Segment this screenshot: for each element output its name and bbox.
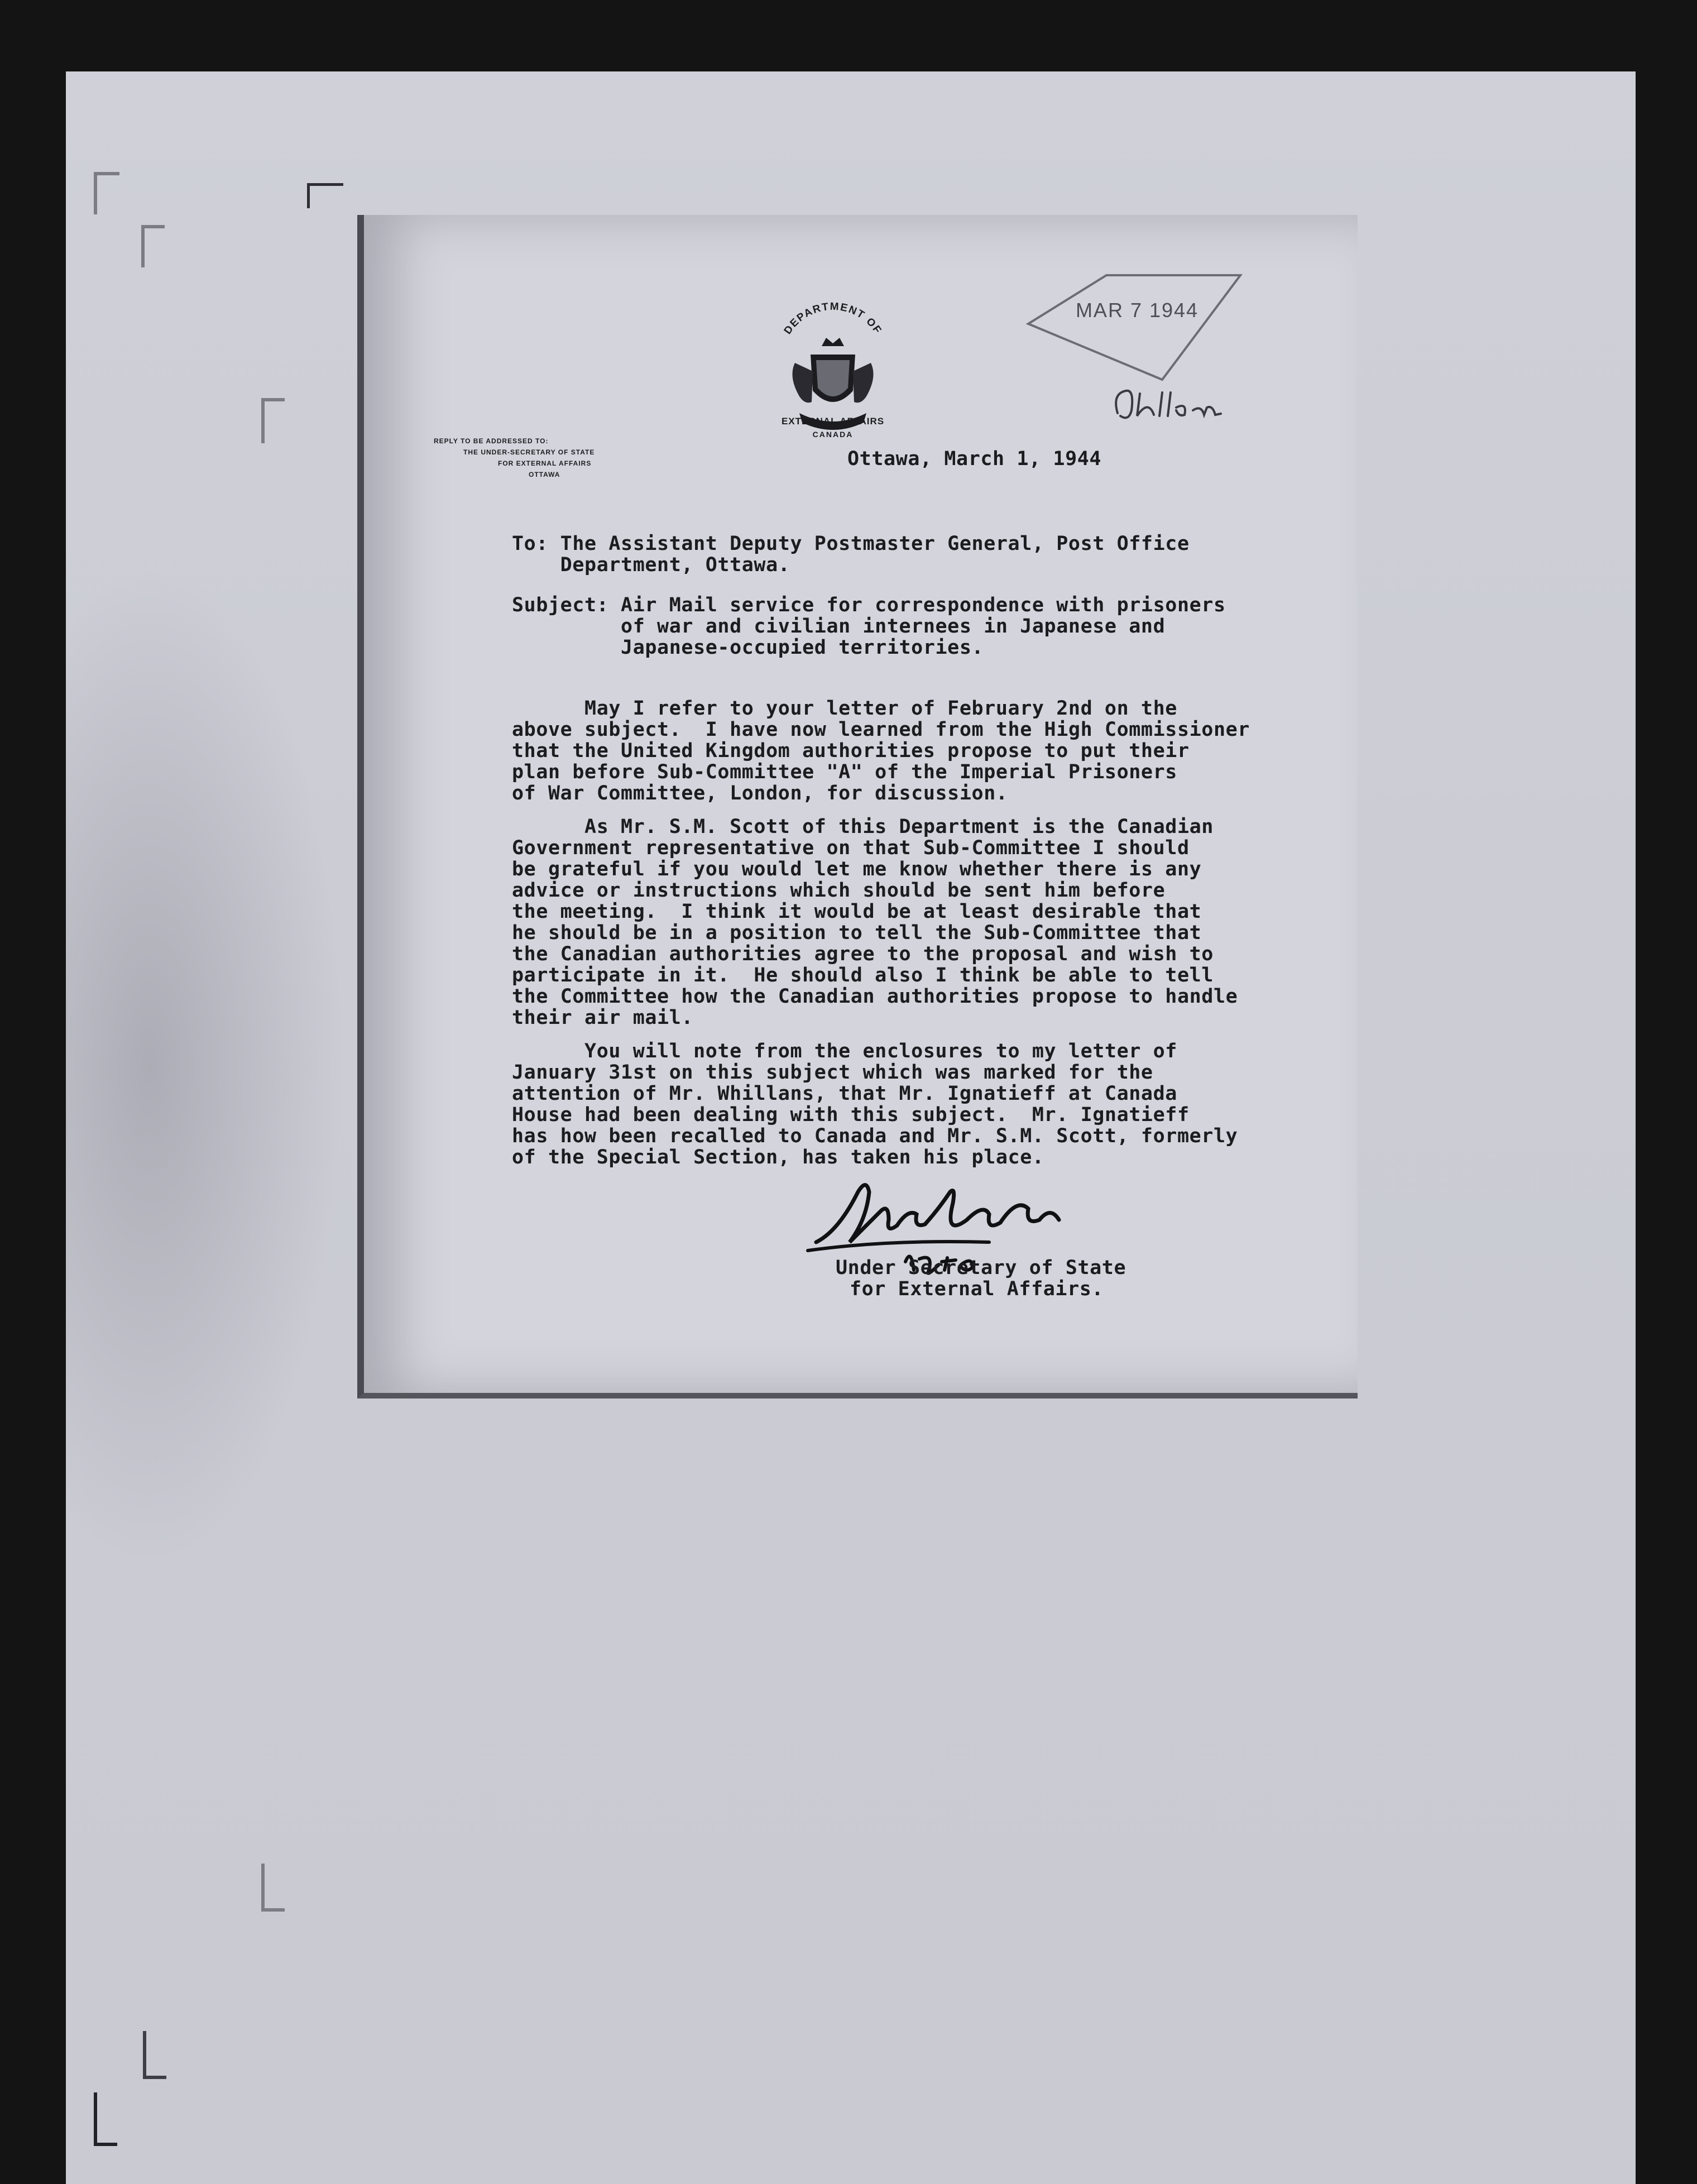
body-line: above subject. I have now learned from the High Commissioner <box>512 719 1250 741</box>
body-line: of War Committee, London, for discussion. <box>512 782 1008 804</box>
to-line: To: The Assistant Deputy Postmaster General, Post Office <box>512 533 1190 555</box>
department-arc-text: DEPARTMENT OF <box>782 300 884 337</box>
crop-mark <box>261 1864 285 1912</box>
to-line: Department, Ottawa. <box>512 554 790 576</box>
reply-line: REPLY TO BE ADDRESSED TO: <box>434 437 549 445</box>
body-line: has how been recalled to Canada and Mr. S.M. Scott, formerly <box>512 1125 1238 1147</box>
body-line: be grateful if you would let me know whether there is any <box>512 858 1202 880</box>
body-line: their air mail. <box>512 1007 694 1029</box>
department-country: CANADA <box>812 430 854 439</box>
body-line: Government representative on that Sub-Committee I should <box>512 837 1190 859</box>
film-shadow <box>66 563 345 1568</box>
signature-title: for External Affairs. <box>850 1278 1104 1300</box>
handwritten-initials-icon <box>1109 382 1232 427</box>
body-line: of the Special Section, has taken his place. <box>512 1146 1044 1168</box>
reply-line: OTTAWA <box>529 471 560 478</box>
stamp-date: MAR 7 1944 <box>1075 299 1199 322</box>
body-line: attention of Mr. Whillans, that Mr. Ignatieff at Canada <box>512 1083 1177 1105</box>
body-line: the Canadian authorities agree to the proposal and wish to <box>512 943 1214 965</box>
signature-title: Under Secretary of State <box>836 1257 1126 1279</box>
body-line: House had been dealing with this subject. Mr. Ignatieff <box>512 1104 1190 1126</box>
body-line: he should be in a position to tell the Sub-Committee that <box>512 922 1202 944</box>
body-line: that the United Kingdom authorities propose to put their <box>512 740 1190 762</box>
body-line: the meeting. I think it would be at least desirable that <box>512 901 1202 923</box>
body-line: participate in it. He should also I think be able to tell <box>512 964 1214 986</box>
crop-mark <box>261 398 285 443</box>
subject-line: of war and civilian internees in Japanese and <box>512 615 1166 638</box>
svg-text:DEPARTMENT OF <box>782 301 884 337</box>
received-stamp-icon <box>1023 265 1246 388</box>
body-line: As Mr. S.M. Scott of this Department is the Canadian <box>512 816 1214 838</box>
subject-line: Subject: Air Mail service for correspondence with prisoners <box>512 594 1226 616</box>
body-line: January 31st on this subject which was marked for the <box>512 1061 1153 1084</box>
department-name: EXTERNAL AFFAIRS <box>781 416 885 427</box>
letter-page <box>357 215 1358 1398</box>
body-line: the Committee how the Canadian authorities propose to handle <box>512 985 1238 1008</box>
crop-mark <box>143 2031 166 2079</box>
body-line: plan before Sub-Committee "A" of the Imperial Prisoners <box>512 761 1177 783</box>
subject-line: Japanese-occupied territories. <box>512 636 984 659</box>
body-line: You will note from the enclosures to my letter of <box>512 1040 1177 1062</box>
body-line: advice or instructions which should be sent him before <box>512 879 1166 902</box>
crop-mark <box>94 2092 117 2146</box>
reply-line: FOR EXTERNAL AFFAIRS <box>498 459 592 467</box>
reply-line: THE UNDER-SECRETARY OF STATE <box>463 448 595 456</box>
body-line: May I refer to your letter of February 2nd on the <box>512 697 1177 720</box>
crop-mark <box>307 183 343 208</box>
crop-mark <box>141 225 165 267</box>
crop-mark <box>94 172 119 214</box>
place-date: Ottawa, March 1, 1944 <box>847 448 1102 470</box>
